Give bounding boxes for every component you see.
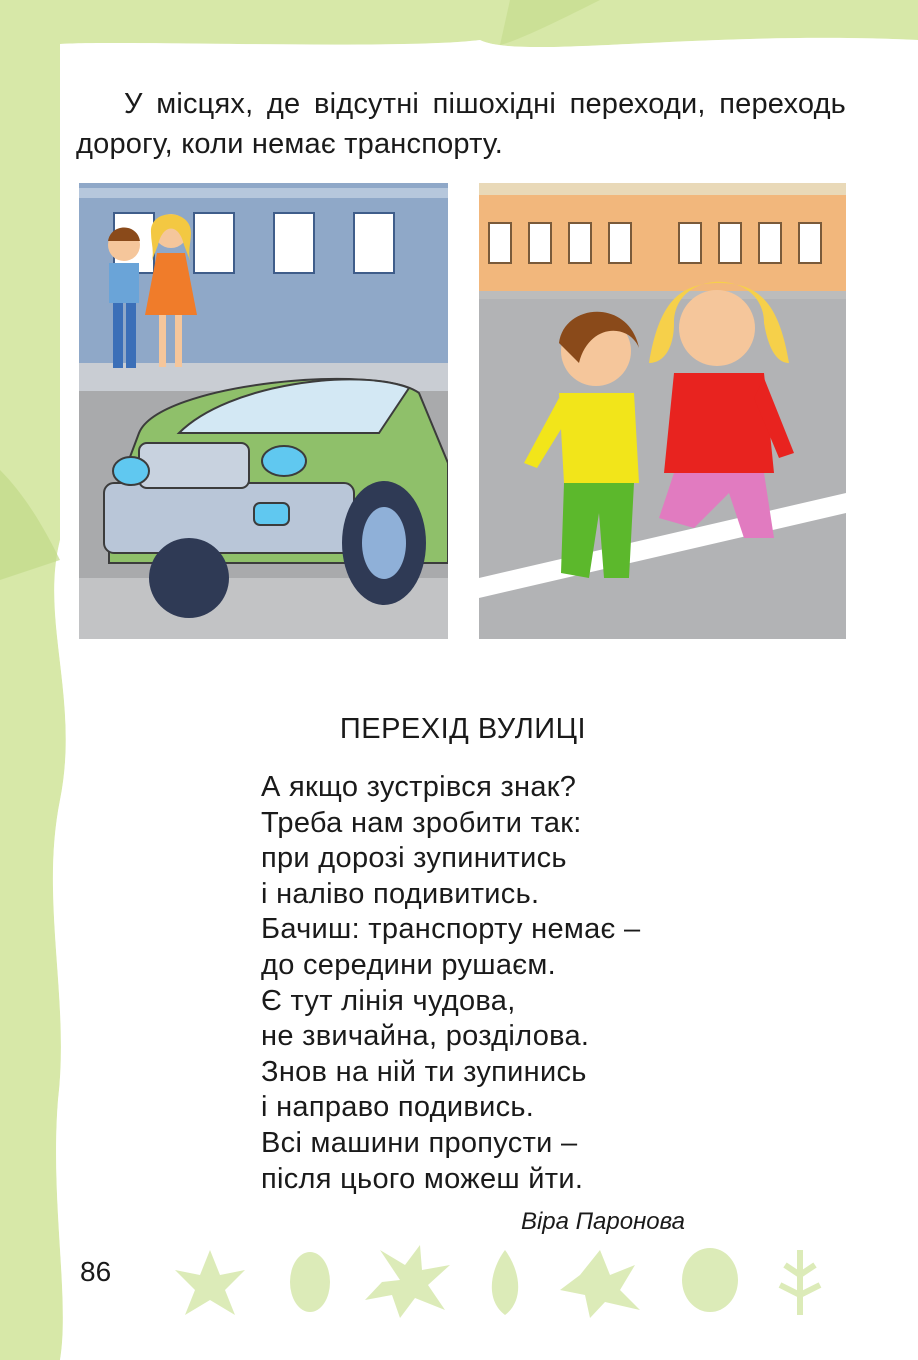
leaf-decoration	[160, 1240, 860, 1320]
poem-line: при дорозі зупинитись	[261, 842, 567, 875]
crossing-scene-image	[479, 183, 846, 639]
poem-line: Всі машини пропусти –	[261, 1126, 578, 1159]
poem-line: Є тут лінія чудова,	[261, 984, 516, 1017]
illustration-children-crossing	[479, 183, 846, 639]
page-number: 86	[80, 1256, 112, 1287]
poem-line: до середини рушаєм.	[261, 948, 556, 981]
illustration-children-waiting	[79, 183, 448, 639]
poem-line: Треба нам зробити так:	[261, 806, 582, 839]
poem-line: Знов на ній ти зупинись	[261, 1055, 587, 1088]
poem-line: Бачиш: транспорту немає –	[261, 913, 641, 946]
poem-body	[261, 770, 781, 1197]
car-scene-image	[79, 183, 448, 639]
poem-title: ПЕРЕХІД ВУЛИЦІ	[339, 713, 587, 745]
intro-paragraph: У місцях, де відсутні пішохідні переходи, переходь дорогу, коли немає транспорту.	[76, 88, 846, 160]
poem-line: А якщо зустрівся знак?	[261, 771, 577, 803]
poem-line: після цього можеш йти.	[261, 1162, 584, 1195]
poem-line: і направо подивись.	[261, 1091, 535, 1124]
poem-line: і наліво подивитись.	[261, 877, 540, 910]
poem-line: не звичайна, розділова.	[261, 1020, 590, 1053]
poem-author: Віра Паронова	[520, 1208, 685, 1235]
